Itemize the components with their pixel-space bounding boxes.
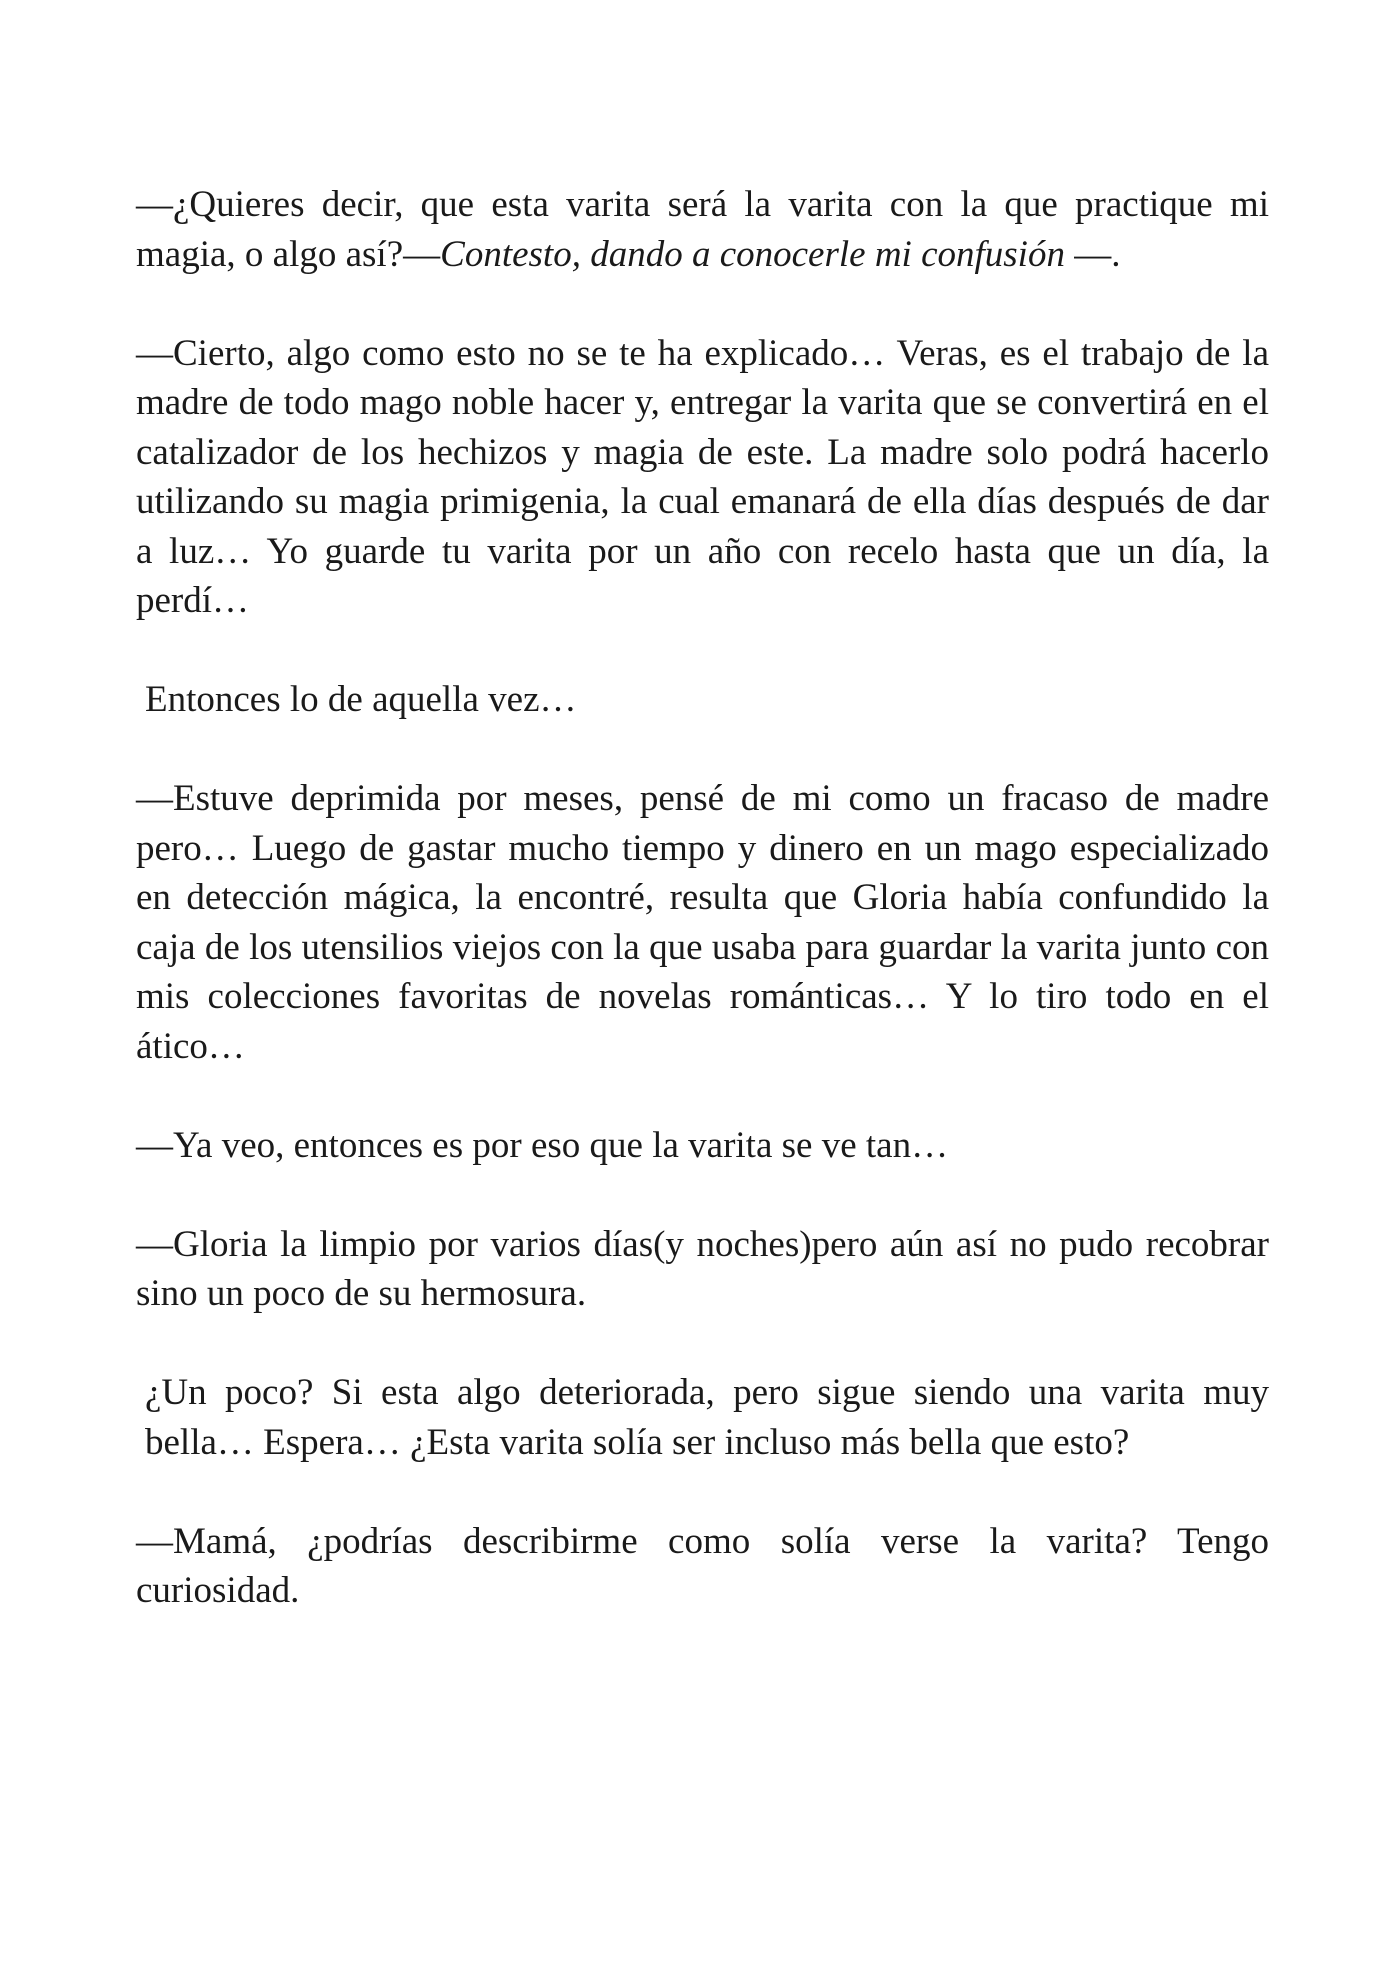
paragraph-1-italic: Contesto, dando a conocerle mi confusión: [440, 233, 1065, 275]
paragraph-4: —Estuve deprimida por meses, pensé de mi como un fracaso de madre pero… Luego de gastar mucho tiempo y dinero en un mago especializado en detección mágica, la encontré, resulta que Gloria había confundido la caja de los utensilios viejos con la que usaba para guardar la varita junto con mis colecciones favoritas de novelas románticas… Y lo tiro todo en el ático…: [136, 778, 1269, 1067]
paragraph-1-tail: —.: [1064, 233, 1121, 275]
paragraph-7: ¿Un poco? Si esta algo deteriorada, pero sigue siendo una varita muy bella… Espera… ¿Esta varita solía ser incluso más bella que esto?: [145, 1372, 1269, 1463]
paragraph-3: Entonces lo de aquella vez…: [145, 679, 577, 720]
paragraph-1-text: —¿Quieres decir, que esta varita será la varita con la que practique mi magia, o algo así?—: [136, 184, 1269, 275]
paragraph-5: —Ya veo, entonces es por eso que la varita se ve tan…: [136, 1124, 949, 1166]
paragraph-2: —Cierto, algo como esto no se te ha explicado… Veras, es el trabajo de la madre de todo mago noble hacer y, entregar la varita que se convertirá en el catalizador de los hechizos y magia de este. La madre solo podrá hacerlo utilizando su magia primigenia, la cual emanará de ella días después de dar a luz… Yo guarde tu varita por un año con recelo hasta que un día, la perdí…: [136, 332, 1269, 621]
paragraph-8: —Mamá, ¿podrías describirme como solía verse la varita? Tengo curiosidad.: [136, 1520, 1269, 1611]
paragraph-6: —Gloria la limpio por varios días(y noches)pero aún así no pudo recobrar sino un poco de su hermosura.: [136, 1223, 1269, 1314]
paragraph-1: [136, 180, 1269, 279]
document-page: [136, 180, 1269, 1665]
